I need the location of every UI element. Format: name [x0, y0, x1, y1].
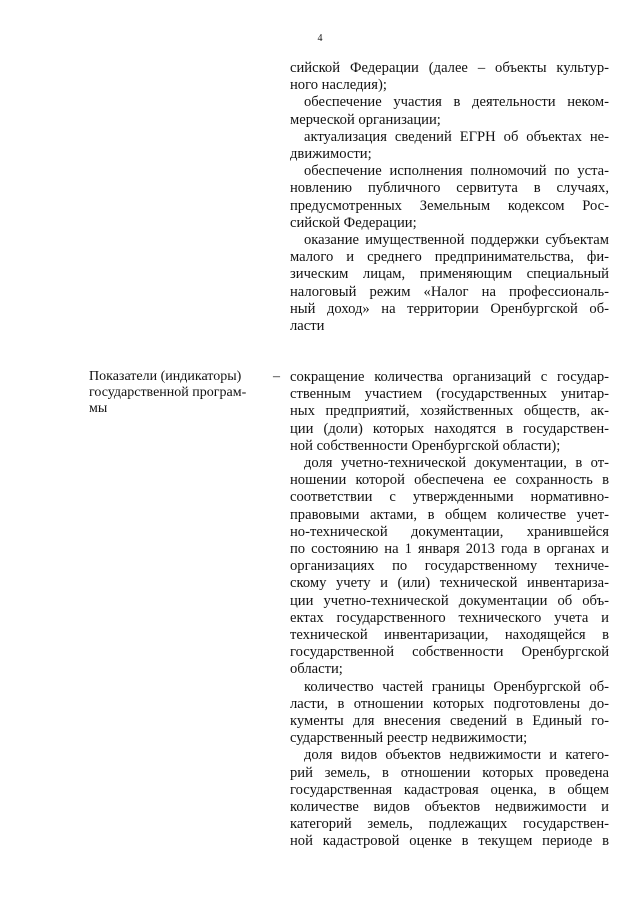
text-line: сударственный реестр недвижимости;: [290, 730, 528, 747]
text-line: ции учетно-технической документации об объ-: [290, 592, 609, 609]
text-line: ектах государственного технического учета и: [290, 609, 609, 626]
text-line: ласти, в отношении которых подготовлены до-: [290, 695, 609, 712]
page-number: 4: [317, 33, 323, 44]
text-line: организациях по государственному техниче-: [290, 558, 609, 575]
text-line: ной собственности Оренбургской области);: [290, 437, 561, 454]
text-line: оказание имущественной поддержки субъектам: [304, 232, 609, 249]
text-line: сокращение количества организаций с государ-: [290, 369, 609, 385]
text-line: технической инвентаризации, находящейся в: [290, 627, 609, 644]
section-top-row: [0, 60, 640, 335]
text-line: доля учетно-технической документации, в от-: [304, 455, 609, 472]
text-line: движимости;: [290, 146, 372, 163]
text-line: обеспечение исполнения полномочий по уста-: [304, 163, 609, 180]
label-line: Показатели (индикаторы): [89, 369, 242, 384]
text-line: новлению публичного сервитута в случаях,: [290, 180, 609, 197]
text-line: ного наследия);: [290, 77, 387, 94]
text-line: ношении которой обеспечена ее сохранность в: [290, 472, 609, 489]
text-line: сийской Федерации;: [290, 214, 417, 231]
text-line: государственная кадастровая оценка, в общем: [290, 781, 609, 798]
label-line: мы: [89, 401, 108, 416]
text-line: рий земель, в отношении которых проведена: [290, 764, 609, 781]
indicators-dash: –: [273, 369, 280, 384]
text-line: актуализация сведений ЕГРН об объектах не-: [304, 128, 609, 145]
text-line: сийской Федерации (далее – объекты культур-: [290, 60, 609, 76]
text-line: мерческой организации;: [290, 111, 441, 128]
text-line: малого и среднего предпринимательства, фи-: [290, 249, 609, 266]
section-top-content: [290, 60, 609, 335]
text-line: кументы для внесения сведений в Единый го-: [290, 713, 609, 730]
text-line: правовыми актами, в общем количестве учет-: [290, 506, 609, 523]
text-line: количество частей границы Оренбургской об-: [304, 678, 609, 695]
text-line: зическим лицам, применяющим специальный: [290, 266, 609, 283]
text-line: количестве видов объектов недвижимости и: [290, 799, 609, 816]
text-line: предусмотренных Земельным кодексом Рос-: [290, 197, 609, 214]
indicators-label: [89, 369, 269, 417]
text-line: скому учету и (или) технической инвентаризa-: [290, 575, 609, 592]
text-line: ных предприятий, хозяйственных обществ, ак-: [290, 403, 609, 420]
text-line: налоговый режим «Налог на профессиональ-: [290, 283, 609, 300]
text-line: государственной собственности Оренбургской: [290, 644, 609, 661]
section-indicators: [0, 369, 640, 851]
text-line: но-технической документации, хранившейся: [290, 523, 609, 540]
indicators-content: [290, 369, 609, 851]
text-line: по состоянию на 1 января 2013 года в органах и: [290, 541, 609, 558]
text-line: ной кадастровой оценке в текущем периоде в: [290, 833, 609, 850]
text-line: ственным участием (государственных унитар-: [290, 386, 609, 403]
text-line: категорий земель, подлежащих государствен-: [290, 816, 609, 833]
text-line: обеспечение участия в деятельности неком-: [304, 94, 609, 111]
text-line: ный доход» на территории Оренбургской об-: [290, 300, 609, 317]
text-line: области;: [290, 661, 343, 678]
text-line: ласти: [290, 318, 325, 335]
indicators-row: [0, 369, 640, 851]
text-line: соответствии с утвержденными нормативно-: [290, 489, 609, 506]
text-line: ции (доли) которых находятся в государствен-: [290, 420, 609, 437]
text-line: доля видов объектов недвижимости и катего-: [304, 747, 609, 764]
label-line: государственной програм-: [89, 385, 247, 400]
section-top: [0, 60, 640, 335]
